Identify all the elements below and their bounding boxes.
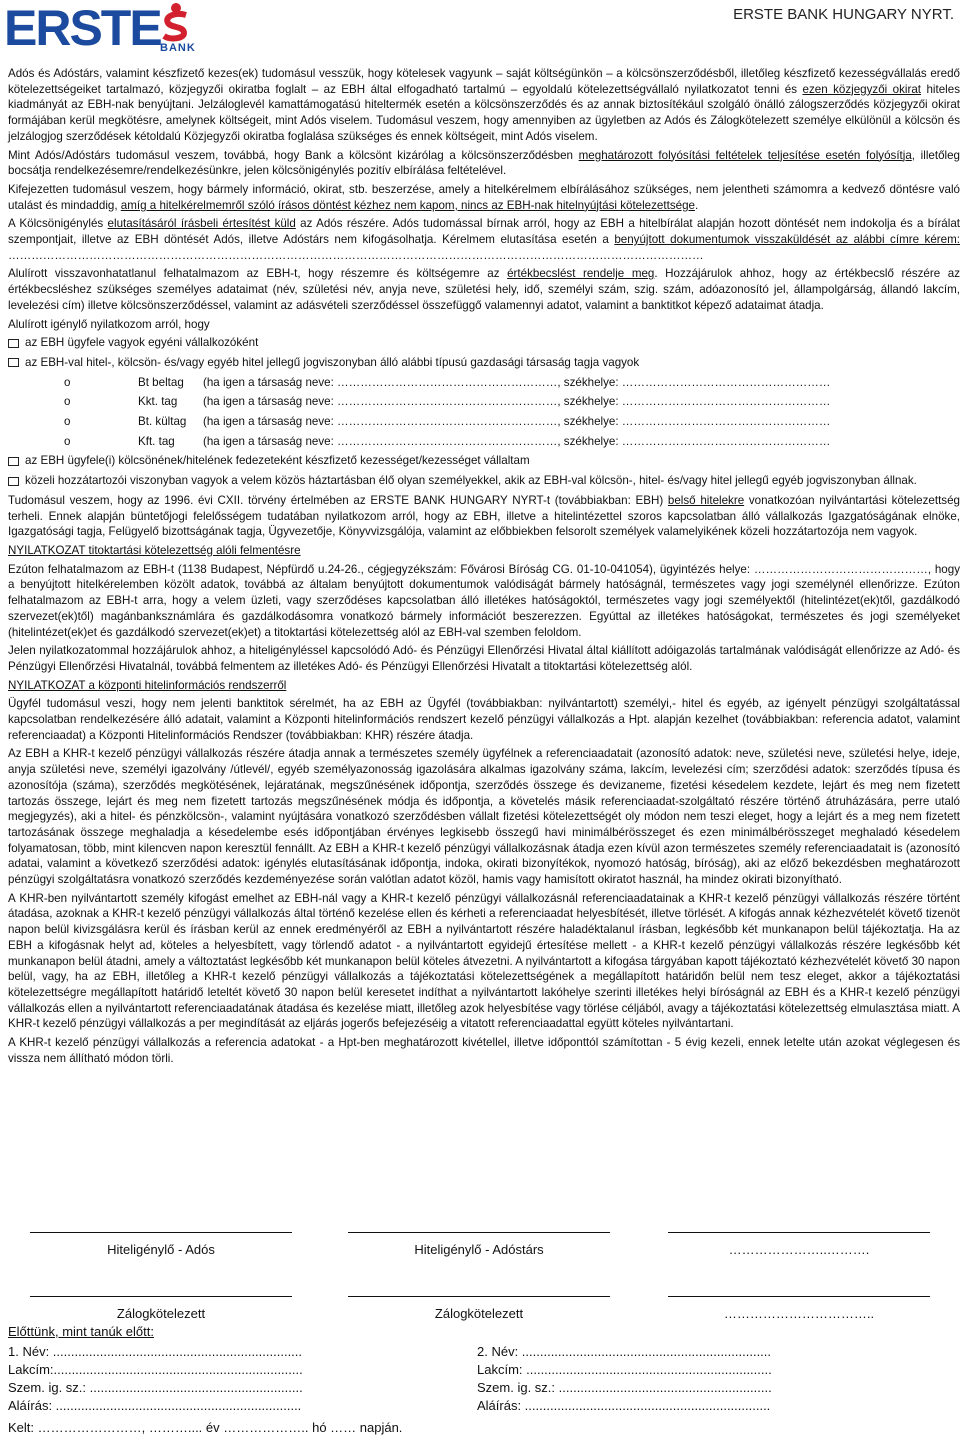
company-type: Kkt. tag: [138, 395, 178, 409]
witness-1-address[interactable]: Lakcím:.....................................................................: [8, 1362, 303, 1377]
checkbox-row-sole-trader[interactable]: [8, 335, 960, 351]
checkbox-label: az EBH ügyfele vagyok egyéni vállalkozóként: [25, 336, 259, 350]
date-line[interactable]: Kelt: ……………………, ……….... év ……………….. hó …… napján.: [8, 1420, 403, 1435]
text-underlined: meghatározott folyósítási feltételek teljesítése esetén folyósítja: [578, 148, 912, 162]
text-underlined: elutasításáról írásbeli értesítést küld: [107, 217, 296, 231]
text: az Adós részére. Adós tudomással bírnak arról, hogy az EBH a hitelbírálat alapján hozott döntését nem indokolja és a bírálat szempontjait, illetve az EBH döntését Adós, illetve Adóstárs nem kifogásolhatja. Kérelmem elutasítása esetén a: [8, 217, 960, 247]
text: . Hozzájárulok ahhoz, hogy az értékbecslő részére az értékbecsléshez szükséges személyes adataimat (név, születési név, anyja neve, születési hely, idő, személyi szám, szig. szám, adóazonosító jel, állampolgárság, állandó lakcím, levelezési cím) illetve kölcsönszerződéssel, valamint az adásvételi szerződéssel összefüggő valamennyi adatot, valamint a banktitkot képező adataimat átadja.: [8, 267, 960, 312]
paragraph-obligations: [8, 66, 960, 145]
signature-label-pledgor-3: ……………………………..: [723, 1306, 875, 1321]
text: Mint Adós/Adóstárs tudomásul veszem, továbbá, hogy Bank a kölcsönt kizárólag a kölcsönszerződésben: [8, 148, 579, 162]
signature-line[interactable]: [30, 1232, 292, 1233]
company-row: [8, 434, 960, 450]
company-fields[interactable]: (ha igen a társaság neve: …………………………………………………, székhelye: ………………………………………………: [203, 434, 831, 448]
paragraph-tax-authority: Jelen nyilatkozatommal hozzájárulok ahhoz, a hiteligényléssel kapcsolódó Adó- és Pénzügyi Ellenőrzési Hivatal által kiállított adóigazolás tartalmának valódiságát ellenőrizze az Adó- és Pénzügyi Ellenőrzési Hivatalnál, továbbá felmentem az illetékes Adó- és Pénzügyi Ellenőrzési Hivatalt a titoktartási kötelezettség alól.: [8, 644, 960, 673]
paragraph-authorization: Ezúton felhatalmazom az EBH-t (1138 Budapest, Népfürdő u.24-26., cégjegyzékszám: Fővárosi Bíróság CG. 01-10-041054), ügyintézés helye: ………………………………………, hogy a benyújtott hitelkérelemben közölt adatok, továbbá az általam benyújtott dokumentumok valódiságát bármely hatóságnál, természetes vagy jogi személynél ellenőrizze. Ezúton felhatalmazom az EBH-t arra, hogy a velem üzleti, vagy szerződéses kapcsolatban álló illetékes hatóságoktól, természetes vagy jogi személyektől (hitelintézet(ek)től, gazdálkodó szervezet(ek)től) magánbanksznámlára és gazdálkodásomra vonatkozó bármely információt beszerezzen. Egyúttal az illetékes hatóságokat, természetes és jogi személyeket (hitelintézet(ek)et és gazdálkodó szervezet(ek)et) a titoktartási kötelezettség alól az EBH-val szemben feloldom.: [8, 562, 960, 639]
paragraph-khr-objection: A KHR-ben nyilvántartott személy kifogást emelhet az EBH-nál vagy a KHR-t kezelő pénzügyi vállalkozásnál referenciaadatainak a KHR-t kezelő pénzügyi vállalkozás részére történt átadása, azoknak a KHR-t kezelő pénzügyi vállalkozás által történő kezelése ellen és kérheti a referenciaadat helyesbítését, illetve törlését. A kifogás annak kézhezvételét követő tizenöt napon belül kivizsgálásra kerül és írásban kerül az ennek eredményéről az EBH a nyilvántartott részére haladéktalanul írásban, legkésőbb két munkanapon belül tájékoztatja. Ha az EBH a kifogásnak helyt ad, köteles a helyesbített, vagy törlendő adatot - a nyilvántartott egyidejű értesítése mellett - a KHR-t kezelő pénzügyi vállalkozás részére legkésőbb két munkanapon belül átadni, amely a változtatást legkésőbb két munkanapon belül köteles átvezetni. A nyilvántartott a kifogása tárgyában kapott tájékoztató kézhezvételét követő 30 napon belül, vagy, ha az EBH, illetőleg a KHR-t kezelő pénzügyi vállalkozás a tájékoztatási kötelezettségének a megállapított határidőn belül nem tesz eleget, akkor a tájékoztatási kötelezettségre megállapított határidő leteltét követő 30 napon belül keresetet indíthat a nyilvántartott lakóhelye szerinti illetékes helyi bíróságnál az EBH és a KHR-t kezelő pénzügyi vállalkozás ellen a nyilvántartott referenciaadatának átadása és kezelése miatt, illetőleg azok helyesbítése vagy törlése céljából, avagy a tájékoztatási kötelezettség elmulasztása miatt. A KHR-t kezelő pénzügyi vállalkozás a per megindítását az eljárás jogerős befejezéséig a vitatott referenciaadattal együtt köteles nyilvántartani.: [8, 891, 960, 1031]
paragraph-insider: [8, 493, 960, 540]
witness-1-id[interactable]: Szem. ig. sz.: ...........................................................: [8, 1380, 303, 1395]
company-type: Kft. tag: [138, 434, 175, 448]
text-underlined: benyújtott dokumentumok visszaküldését az alábbi címre kérem:: [614, 233, 960, 247]
text: A Kölcsönigénylés: [8, 217, 108, 231]
checkbox-label: az EBH ügyfele(i) kölcsönének/hitelének fedezeteként készfizető kezességet/kezességet vállaltam: [25, 454, 530, 468]
checkbox[interactable]: [8, 358, 19, 367]
company-fields[interactable]: (ha igen a társaság neve: …………………………………………………, székhelye: ………………………………………………: [203, 415, 831, 429]
witness-1-name[interactable]: 1. Név: .....................................................................: [8, 1344, 303, 1359]
signature-line[interactable]: [668, 1232, 930, 1233]
signature-line[interactable]: [668, 1296, 930, 1297]
checkbox[interactable]: [8, 339, 19, 348]
text-underlined: amíg a hitelkérelmemről szóló írásos döntést kézhez nem kapom, nincs az EBH-nak hitelnyújtási kötelezettsége: [120, 198, 695, 212]
document-body: [8, 66, 960, 1069]
checkbox-row-relative[interactable]: [8, 473, 960, 489]
signature-label-pledgor-1: Zálogkötelezett: [116, 1306, 206, 1321]
company-type: Bt. kültag: [138, 415, 187, 429]
paragraph-information: [8, 182, 960, 213]
checkbox-label: az EBH-val hitel-, kölcsön- és/vagy egyéb hitel jellegű jogviszonyban álló alábbi típusú gazdasági társaság tagja vagyok: [25, 355, 640, 369]
erste-s-icon: [156, 2, 196, 42]
paragraph-khr-intro: Ügyfél tudomásul veszi, hogy nem jelenti banktitok sérelmét, ha az EBH az Ügyfél (továbbiakban: nyilvántartott) személyi,- hitel és egyéb, az igényelt pénzügyi szolgáltatással kapcsolatban rendelkezésére álló adatait, valamint a Központi hitelinformációs rendszert kezelő pénzügyi vállalkozás a Hpt. alapján kezelhet (továbbiakban: referencia adatot, valamint referenciaadat) a Központi Hitelinformációs Rendszer (továbbiakban: KHR) részére átadja.: [8, 697, 960, 742]
checkbox[interactable]: [8, 477, 19, 486]
company-row: [8, 394, 960, 410]
erste-logo: [4, 2, 200, 56]
text: vonatkozóan nyilvántartási kötelezettség terheli. Ennek alapján büntetőjogi felelősségem tudatában nyilatkozom arról, hogy az EBH, illetve a hitelintézettel szoros kapcsolatban álló vállalkozás Igazgatóságának elnöke, Igazgatósági tagja, Felügyelő bizottságának tagja, Ügyvezetője, Könyvvizsgálója, valamint az előbbiekben felsorolt személyek valamelyikének közeli hozzátartozója nem vagyok.: [8, 493, 960, 539]
signature-line[interactable]: [348, 1232, 610, 1233]
logo-bank-label: BANK: [160, 42, 196, 54]
signature-label-pledgor-2: Zálogkötelezett: [434, 1306, 524, 1321]
text: Alulírott visszavonhatatlanul felhatalmazom az EBH-t, hogy részemre és költségemre az: [8, 267, 508, 281]
signature-label-borrower: Hiteligénylő - Adós: [107, 1242, 215, 1257]
paragraph-disbursement: [8, 148, 960, 179]
paragraph-declaration-intro: Alulírott igénylő nyilatkozom arról, hogy: [8, 317, 210, 331]
paragraph-valuation: [8, 266, 960, 313]
address-blank: ………………………………………………………………………………………………………………………………………………………………: [8, 248, 704, 262]
paragraph-khr-data: Az EBH a KHR-t kezelő pénzügyi vállalkozás részére átadja annak a természetes személy ügyfélnek a referenciaadatait (azonosító adatok: neve, születési neve, születési helye, ideje, anyja születési neve, személyi igazolvány /útlevél/, egyéb személyazonosság igazolására alkalmas igazolvány száma, lakcím, levelezési cím; szerződési adatok: szerződés típusa és azonosítója (száma), szerződés megkötésének, lejáratának, megszűnésének időpontja, szerződés összege és devizaneme, fizetési késedelem kezdete, lejárt és meg nem fizetett tartozás összege, lejárt és meg nem fizetett tartozás megszűnésének módja és időpontja, a követelés másik referenciaadat-szolgáltató részére történő átruházására, perre utaló megjegyzés), aki a hitel- és pénzkölcsön-, valamint nyújtására vonatkozó szerződésben vállalt fizetési kötelezettségét oly módon nem teszi eleget, hogy a lejárt és a meg nem fizetett tartozásának összege meghaladja a késedelembe esés időpontjában érvényes legkisebb összegű havi minimálbérösszeget és ezen minimálbérösszeget meghaladó késedelem folyamatosan, több, mint kilencven napon keresztül fennállt. Az EBH a KHR-t kezelő pénzügyi vállalkozásnak átadja ezen kívül azon természetes személy referenciaadatait is (azonosító adatai, valamint a következő szerződési adatok: igénylés elutasításának időpontja, indoka, okirati bizonyítékok, nyomozó hatóság, bíróság), aki az előző bekezdésben meghatározott pénzügyi szolgáltatásra vonatkozó szerződés kezdeményezése során valótlan adatot közöl, hamis vagy hamisított okiratot használ, ha mindez okirati bizonyítható.: [8, 747, 960, 887]
text: , illetőleg bocsátja rendelkezésemre/rendelkezésünkre, jelen kölcsönigénylés pozitív elbírálása feltételével.: [8, 148, 960, 178]
text-underlined: ezen közjegyzői okirat: [802, 82, 922, 96]
witness-1-signature[interactable]: Aláírás: ....................................................................: [8, 1398, 302, 1413]
text-underlined: belső hitelekre: [667, 493, 745, 507]
bullet: o: [64, 375, 71, 389]
checkbox-row-company-member[interactable]: [8, 355, 960, 371]
witness-2-signature[interactable]: Aláírás: ....................................................................: [477, 1398, 771, 1413]
header: [0, 0, 960, 60]
paragraph-khr-retention: A KHR-t kezelő pénzügyi vállalkozás a referencia adatokat - a Hpt-ben meghatározott kivétellel, illetve időponttól számítottan - 5 évig kezeli, ennek letelte után azokat véglegesen és vissza nem állítható módon törli.: [8, 1036, 960, 1065]
heading-confidentiality: NYILATKOZAT titoktartási kötelezettség alóli felmentésre: [8, 543, 301, 557]
witness-2-address[interactable]: Lakcím: ....................................................................: [477, 1362, 772, 1377]
text: .: [694, 198, 699, 212]
signature-label-third: …………………..……….: [728, 1242, 870, 1257]
signature-line[interactable]: [30, 1296, 292, 1297]
company-row: [8, 414, 960, 430]
heading-khr: NYILATKOZAT a központi hitelinformációs rendszerről: [8, 678, 287, 692]
text: Adós és Adóstárs, valamint készfizető kezes(ek) tudomásul vesszük, hogy kötelesek vagyunk – saját költségünkön – a kölcsönszerződésből, illetőleg készfizető kezességvállalás eredő kötelezettségeiket tartalmazó, közjegyzői okiratba foglalt – az EBH által elfogadható tartalmú – egyoldalú kötelezettségvállaló nyilatkozatot tenni és: [8, 67, 960, 96]
bullet: o: [64, 415, 71, 429]
signature-label-co-borrower: Hiteligénylő - Adóstárs: [414, 1242, 544, 1257]
company-row: [8, 375, 960, 391]
bank-name: ERSTE BANK HUNGARY NYRT.: [733, 6, 954, 23]
checkbox-label: közeli hozzátartozói viszonyban vagyok a velem közös háztartásban élő olyan személyekkel, akik az EBH-val kölcsön-, hitel- és/vagy hitel jellegű egyéb jogviszonyban állnak.: [25, 474, 917, 488]
witness-title: Előttünk, mint tanúk előtt:: [8, 1324, 154, 1339]
checkbox-row-guarantor[interactable]: [8, 453, 960, 469]
bullet: o: [64, 395, 71, 409]
bullet: o: [64, 434, 71, 448]
company-fields[interactable]: (ha igen a társaság neve: …………………………………………………, székhelye: ………………………………………………: [203, 375, 831, 389]
witness-2-id[interactable]: Szem. ig. sz.: ...........................................................: [477, 1380, 772, 1395]
text: Kifejezetten tudomásul veszem, hogy bármely információ, okirat, stb. beszerzése, amely a hitelkérelmem elbírálásához szükséges, nem jelentheti számomra a kedvező döntésre való utalást és mindaddig,: [8, 182, 960, 212]
paragraph-rejection: [8, 216, 960, 263]
signature-line[interactable]: [348, 1296, 610, 1297]
text: hiteles kiadmányát az EBH-nak benyújtani. Jelzáloglevél kamattámogatású hiteltermék esetén a kölcsönszerződés és az annak biztosítékául szolgáló önálló zálogszerződés közjegyzői okirat formájában kerül megkötésre, amelynek költségeit, mint Adós viselem. Tudomásul veszem, hogy amennyiben az ügyletben az Adós és Zálogkötelezett személye elkülönül a kölcsön és jelzálogjog szerződések kétoldalú Közjegyzői okiratba foglalása szükséges és ennek költségeit, mint Adós viselem.: [8, 82, 960, 143]
text-underlined: értékbecslést rendelje meg: [507, 267, 655, 281]
company-type: Bt beltag: [138, 375, 184, 389]
text: Tudomásul veszem, hogy az 1996. évi CXII. törvény értelmében az ERSTE BANK HUNGARY NYRT-t (továbbiakban: EBH): [8, 493, 668, 507]
checkbox[interactable]: [8, 457, 19, 466]
logo-wordmark: ERSTE: [4, 0, 161, 56]
company-fields[interactable]: (ha igen a társaság neve: …………………………………………………, székhelye: ………………………………………………: [203, 395, 831, 409]
witness-2-name[interactable]: 2. Név: .....................................................................: [477, 1344, 772, 1359]
